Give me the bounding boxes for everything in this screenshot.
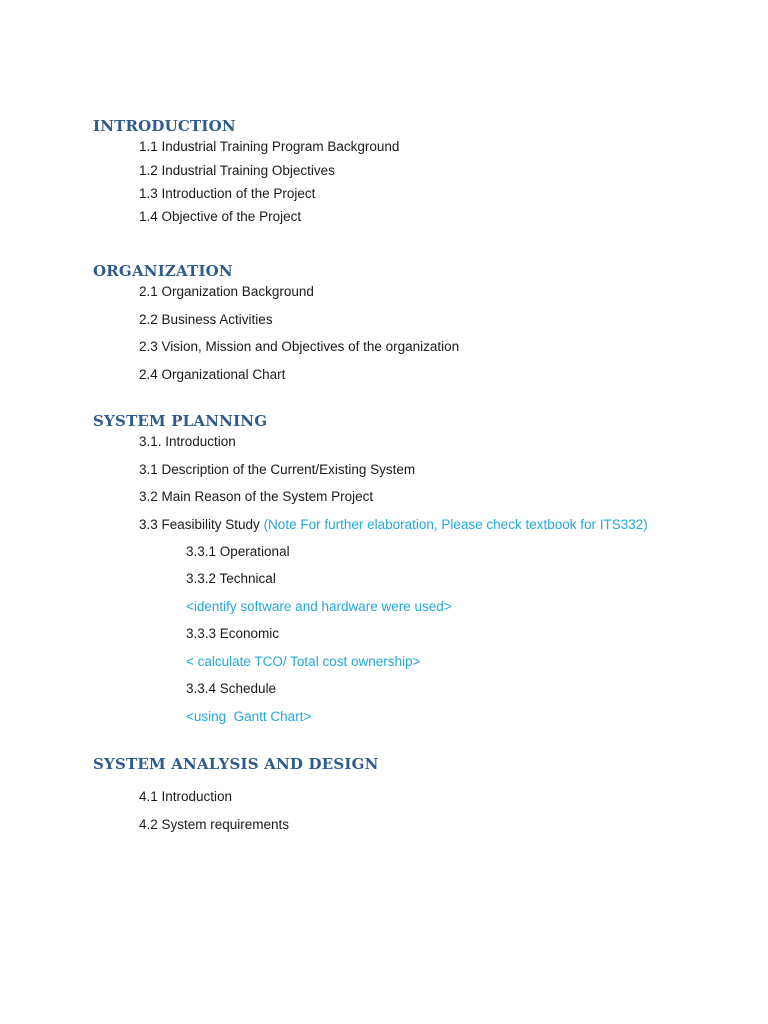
- heading-system-analysis-and-design: SYSTEM ANALYSIS AND DESIGN: [93, 755, 379, 773]
- toc-item-1-1: 1.1 Industrial Training Program Background: [139, 139, 400, 154]
- toc-item-1-4: 1.4 Objective of the Project: [139, 209, 302, 224]
- toc-item-3-1-intro: 3.1. Introduction: [139, 434, 236, 449]
- economic-note: < calculate TCO/ Total cost ownership>: [186, 654, 421, 669]
- toc-item-4-2: 4.2 System requirements: [139, 817, 290, 832]
- schedule-note: <using Gantt Chart>: [186, 709, 312, 724]
- feasibility-label: 3.3 Feasibility Study: [139, 517, 264, 532]
- heading-organization: ORGANIZATION: [93, 262, 233, 280]
- toc-item-3-3: [139, 518, 648, 532]
- toc-item-4-1: 4.1 Introduction: [139, 789, 233, 804]
- toc-item-3-3-4: 3.3.4 Schedule: [186, 681, 277, 696]
- technical-note: <identify software and hardware were used>: [186, 599, 452, 614]
- toc-item-2-1: 2.1 Organization Background: [139, 284, 314, 299]
- toc-item-3-1-description: 3.1 Description of the Current/Existing System: [139, 462, 416, 477]
- toc-item-3-3-2: 3.3.2 Technical: [186, 571, 276, 586]
- toc-item-3-2: 3.2 Main Reason of the System Project: [139, 489, 374, 504]
- heading-introduction: INTRODUCTION: [93, 117, 236, 135]
- toc-item-2-4: 2.4 Organizational Chart: [139, 367, 286, 382]
- toc-item-2-2: 2.2 Business Activities: [139, 312, 273, 327]
- heading-system-planning: SYSTEM PLANNING: [93, 412, 268, 430]
- toc-item-1-2: 1.2 Industrial Training Objectives: [139, 163, 335, 178]
- toc-item-3-3-1: 3.3.1 Operational: [186, 544, 290, 559]
- toc-item-1-3: 1.3 Introduction of the Project: [139, 186, 316, 201]
- feasibility-note: (Note For further elaboration, Please check textbook for ITS332): [263, 517, 648, 532]
- toc-item-2-3: 2.3 Vision, Mission and Objectives of the organization: [139, 339, 460, 354]
- toc-item-3-3-3: 3.3.3 Economic: [186, 626, 280, 641]
